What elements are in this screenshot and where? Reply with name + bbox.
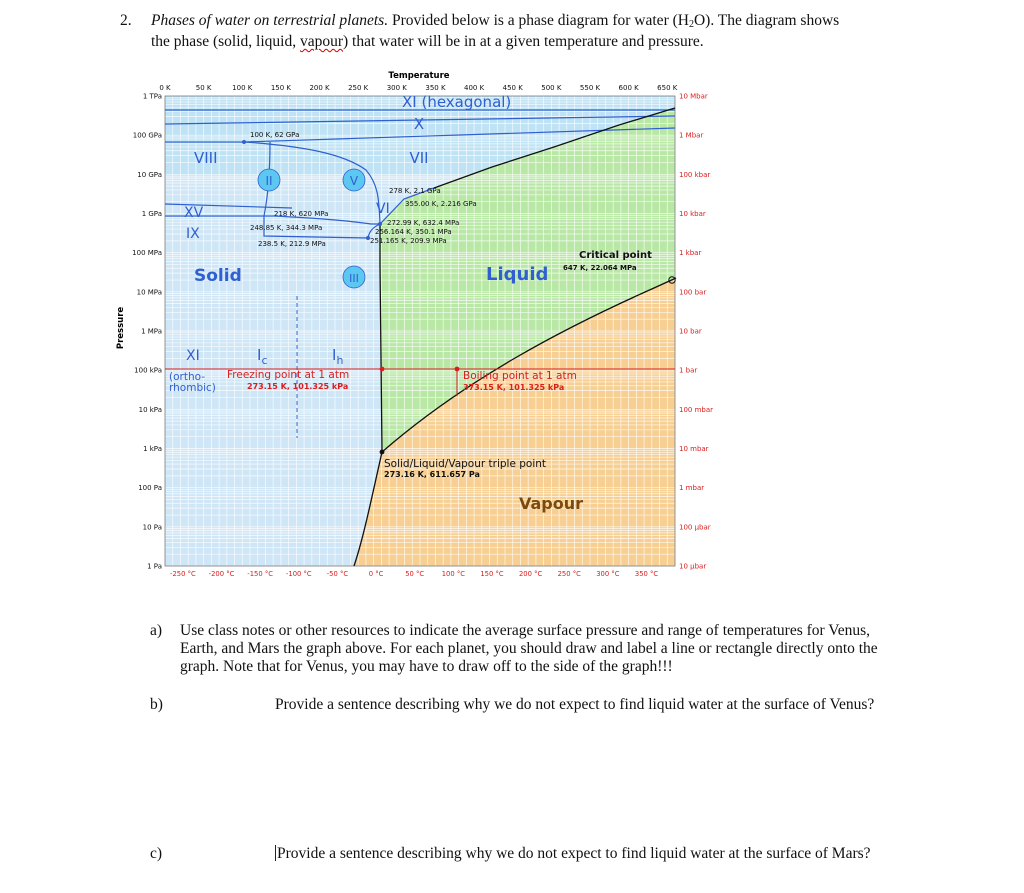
text-cursor — [275, 845, 276, 861]
right-tick-label: 10 Mbar — [679, 92, 708, 101]
question-line2-a: the phase (solid, liquid, — [151, 33, 300, 50]
annotation-251k: 251.165 K, 209.9 MPa — [370, 237, 447, 245]
item-a-label: a) — [150, 622, 163, 639]
label-viii: VIII — [194, 149, 218, 167]
bottom-tick-label: -200 °C — [208, 570, 235, 578]
point-100k — [242, 140, 246, 144]
top-tick-label: 100 K — [232, 84, 253, 92]
boiling-point-value: 373.15 K, 101.325 kPa — [463, 383, 565, 392]
bottom-tick-label: 300 °C — [596, 570, 620, 578]
label-iii: III — [349, 272, 359, 285]
left-tick-label: 100 Pa — [138, 484, 162, 493]
label-liquid: Liquid — [486, 264, 549, 285]
bottom-tick-label: 200 °C — [518, 570, 543, 578]
left-tick-label: 10 MPa — [136, 288, 162, 297]
label-vii: VII — [409, 149, 429, 167]
spellcheck-word-vapour: vapour — [299, 33, 343, 50]
triple-point-title: Solid/Liquid/Vapour triple point — [384, 458, 547, 470]
top-tick-label: 450 K — [502, 84, 523, 92]
left-tick-label: 1 kPa — [143, 445, 162, 453]
temperature-axis-title: Temperature — [388, 71, 450, 81]
critical-point-title: Critical point — [579, 250, 652, 261]
bottom-tick-label: 250 °C — [557, 570, 581, 578]
item-c-body: Provide a sentence describing why we do not expect to find liquid water at the surface of Mars? — [277, 845, 871, 862]
annotation-238k: 238.5 K, 212.9 MPa — [258, 240, 326, 248]
left-tick-label: 1 MPa — [141, 327, 162, 336]
triple-point-marker — [380, 450, 385, 455]
top-tick-label: 150 K — [270, 84, 292, 92]
right-tick-label: 1 bar — [679, 366, 698, 375]
annotation-100k: 100 K, 62 GPa — [250, 131, 300, 139]
phase-diagram — [114, 66, 714, 582]
point-vi-junction — [378, 222, 382, 226]
label-xv: XV — [184, 205, 204, 221]
right-tick-label: 10 bar — [679, 327, 702, 336]
annotation-355k: 355.00 K, 2.216 GPa — [405, 200, 477, 208]
right-tick-label: 10 kbar — [679, 210, 706, 218]
freezing-point-marker — [380, 367, 385, 372]
annotation-256k: 256.164 K, 350.1 MPa — [375, 228, 452, 236]
annotation-278k: 278 K, 2.1 GPa — [389, 187, 441, 195]
left-tick-label: 100 GPa — [132, 131, 162, 140]
critical-point-value: 647 K, 22.064 MPa — [563, 264, 637, 272]
question-intro-b: O). The diagram shows — [693, 12, 840, 29]
item-c-text — [275, 845, 887, 863]
left-tick-label: 1 Pa — [147, 562, 162, 571]
right-tick-label: 1 Mbar — [679, 131, 704, 140]
right-tick-label: 10 mbar — [679, 445, 709, 453]
item-b-text: Provide a sentence describing why we do not expect to find liquid water at the surface of Venus? — [275, 696, 875, 713]
right-tick-label: 100 µbar — [679, 523, 711, 532]
label-ortho: (ortho- — [169, 371, 206, 383]
left-tick-label: 1 TPa — [142, 92, 162, 101]
label-vapour: Vapour — [519, 494, 584, 513]
question-line2-b: ) that water will be in at a given temperature and pressure. — [343, 33, 704, 50]
label-xi-hexagonal: XI (hexagonal) — [402, 93, 512, 111]
label-x: X — [413, 115, 425, 133]
annotation-218k: 218 K, 620 MPa — [274, 210, 329, 218]
boiling-point-title: Boiling point at 1 atm — [463, 370, 577, 382]
bottom-tick-label: -250 °C — [170, 570, 196, 578]
right-tick-label: 100 mbar — [679, 405, 714, 414]
annotation-272k: 272.99 K, 632.4 MPa — [387, 219, 460, 227]
question-number: 2. — [120, 12, 132, 29]
top-tick-label: 0 K — [159, 84, 171, 92]
top-tick-label: 50 K — [195, 84, 212, 92]
label-ih-sub: h — [336, 354, 344, 367]
label-xi: XI — [186, 348, 200, 364]
label-solid: Solid — [194, 266, 242, 286]
bottom-tick-label: -150 °C — [247, 570, 274, 578]
top-tick-label: 200 K — [309, 84, 330, 92]
freezing-point-value: 273.15 K, 101.325 kPa — [247, 382, 349, 391]
left-tick-label: 10 Pa — [142, 523, 162, 532]
item-a-text: Use class notes or other resources to indicate the average surface pressure and range of temperatures for Venus, Earth, and Mars the graph above. For each planet, you should draw and label a line or rectangle directly onto the graph. Note that for Venus, you may have to draw off to the side of the graph!!! — [180, 622, 878, 675]
question-title: Phases of water on terrestrial planets. — [151, 12, 389, 29]
left-tick-label: 100 MPa — [132, 249, 162, 258]
annotation-248k: 248.85 K, 344.3 MPa — [250, 224, 323, 232]
left-tick-label: 1 GPa — [141, 210, 162, 218]
right-tick-label: 1 mbar — [679, 484, 705, 493]
right-tick-label: 100 bar — [679, 288, 707, 297]
top-tick-label: 550 K — [579, 84, 601, 92]
pressure-axis-title: Pressure — [116, 306, 126, 350]
question-line-2 — [151, 33, 951, 50]
item-b-label: b) — [150, 696, 163, 713]
bottom-tick-label: 100 °C — [441, 570, 465, 578]
right-tick-label: 100 kbar — [679, 170, 711, 179]
top-tick-label: 400 K — [463, 84, 485, 92]
left-tick-label: 10 kPa — [138, 405, 162, 414]
left-tick-label: 10 GPa — [137, 170, 162, 179]
h2o-subscript: 2 — [688, 19, 694, 30]
right-tick-label: 10 µbar — [679, 562, 707, 571]
top-tick-label: 350 K — [425, 84, 446, 92]
top-tick-label: 600 K — [618, 84, 639, 92]
label-rhombic: rhombic) — [169, 382, 216, 394]
label-v: V — [349, 174, 359, 188]
label-ix: IX — [186, 226, 200, 242]
label-ii: II — [265, 174, 273, 188]
label-vi: VI — [376, 201, 390, 217]
left-tick-label: 100 kPa — [134, 366, 162, 375]
right-tick-label: 1 kbar — [679, 249, 702, 258]
label-ih-main: I — [332, 346, 337, 364]
bottom-tick-label: 50 °C — [405, 570, 425, 578]
question-intro-a: Provided below is a phase diagram for water (H — [391, 12, 689, 29]
top-tick-label: 300 K — [386, 84, 407, 92]
question-line-1 — [151, 12, 951, 33]
triple-point-value: 273.16 K, 611.657 Pa — [384, 470, 480, 479]
top-tick-label: 650 K — [657, 84, 678, 92]
bottom-tick-label: 150 °C — [480, 570, 504, 578]
item-c-label: c) — [150, 845, 163, 862]
boiling-point-marker — [455, 367, 460, 372]
freezing-point-title: Freezing point at 1 atm — [227, 369, 350, 381]
question-heading — [151, 12, 951, 50]
label-ic-main: I — [257, 346, 262, 364]
bottom-tick-label: -100 °C — [285, 570, 312, 578]
top-tick-label: 250 K — [348, 84, 369, 92]
bottom-tick-label: 0 °C — [368, 570, 384, 578]
bottom-tick-label: 350 °C — [634, 570, 659, 578]
top-tick-label: 500 K — [541, 84, 562, 92]
label-ic-sub: c — [261, 354, 268, 367]
bottom-tick-label: -50 °C — [326, 570, 349, 578]
